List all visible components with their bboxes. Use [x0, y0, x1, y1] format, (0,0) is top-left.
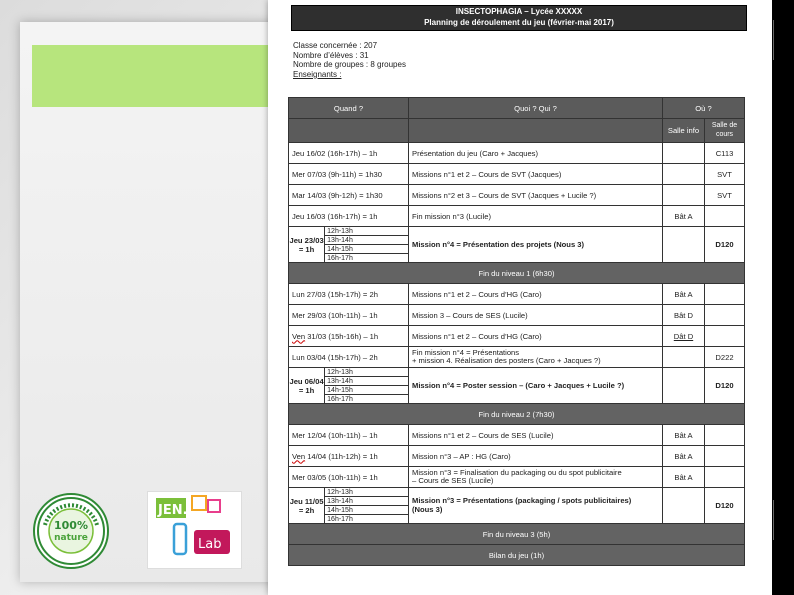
cell-salle-cours: C113	[705, 143, 745, 164]
duration-label: = 1h	[298, 385, 315, 395]
info-class: Classe concernée : 207	[293, 41, 378, 50]
table-row	[289, 305, 745, 326]
cell-quoi: Mission n°3 – AP : HG (Caro)	[409, 446, 663, 467]
svg-text:Lab: Lab	[198, 537, 222, 552]
cell-salle-info: Bât D	[663, 305, 705, 326]
cell-salle-cours: SVT	[705, 164, 745, 185]
cell-salle-cours: D120	[705, 368, 745, 404]
cell-quoi: Missions n°2 et 3 – Cours de SVT (Jacques + Lucile ?)	[409, 185, 663, 206]
cell-quoi: Missions n°1 et 2 – Cours d’HG (Caro)	[409, 326, 663, 347]
time-slot: 13h-14h	[325, 497, 408, 506]
table-row	[289, 164, 745, 185]
table-row	[289, 143, 745, 164]
cell-quoi: Mission n°4 = Poster session – (Caro + Jacques + Lucile ?)	[409, 368, 663, 404]
info-students: Nombre d’élèves : 31	[293, 50, 369, 60]
cell-quand	[289, 326, 409, 347]
table-row	[289, 446, 745, 467]
info-groups: Nombre de groupes : 8 groupes	[293, 60, 406, 70]
time-slots	[324, 227, 408, 262]
svg-text:nature: nature	[54, 533, 88, 543]
cell-quand: Mar 14/03 (9h-12h) = 1h30	[289, 185, 409, 206]
time-slots	[324, 488, 408, 523]
date-label: Jeu 06/04	[289, 376, 324, 386]
level-band	[289, 263, 745, 284]
title-accent-bar	[32, 45, 270, 107]
cell-quoi	[409, 488, 663, 524]
cell-salle-info: Bât A	[663, 446, 705, 467]
level-band	[289, 524, 745, 545]
cell-quoi: Présentation du jeu (Caro + Jacques)	[409, 143, 663, 164]
cell-salle-cours	[705, 284, 745, 305]
cell-quand	[289, 227, 409, 263]
date-label: Jeu 11/05	[289, 496, 324, 506]
cell-quand: Mer 03/05 (10h-11h) = 1h	[289, 467, 409, 488]
cell-salle-info	[663, 143, 705, 164]
table-row	[289, 326, 745, 347]
cell-salle-info: Bât A	[663, 284, 705, 305]
cell-quand: Jeu 16/03 (16h-17h) = 1h	[289, 206, 409, 227]
cell-salle-info	[663, 185, 705, 206]
cell-quoi: Mission n°4 = Présentation des projets (Nous 3)	[409, 227, 663, 263]
cell-quand	[289, 368, 409, 404]
header-row	[289, 98, 745, 119]
document-subtitle: Planning de déroulement du jeu (février-mai 2017)	[424, 18, 614, 27]
document-header	[291, 5, 747, 31]
cell-salle-info: Bât A	[663, 206, 705, 227]
day-label: Ven	[292, 451, 306, 461]
cell-salle-cours: SVT	[705, 185, 745, 206]
time-slot: 14h-15h	[325, 245, 408, 254]
table-row	[289, 488, 745, 524]
cell-quoi: Missions n°1 et 2 – Cours d’HG (Caro)	[409, 284, 663, 305]
col-quoi: Quoi ? Qui ?	[409, 98, 663, 119]
cell-salle-info: Bât A	[663, 425, 705, 446]
cell-quoi-line: – Cours de SES (Lucile)	[412, 476, 494, 485]
cell-salle-info: Bât A	[663, 467, 705, 488]
col-quand: Quand ?	[289, 98, 409, 119]
cell-salle-info	[663, 164, 705, 185]
edge-marker	[773, 20, 774, 60]
level-band	[289, 404, 745, 425]
svg-text:100%: 100%	[54, 519, 88, 532]
cell-quoi-line: Mission n°3 = Finalisation du packaging ou du spot publicitaire	[412, 467, 622, 477]
time-slot: 12h-13h	[325, 227, 408, 236]
cell-quoi	[409, 467, 663, 488]
document-title: INSECTOPHAGIA – Lycée XXXXX	[455, 7, 583, 16]
col-ou: Où ?	[663, 98, 745, 119]
cell-quand: Lun 27/03 (15h-17h) = 2h	[289, 284, 409, 305]
time-slot: 14h-15h	[325, 506, 408, 515]
cell-salle-cours	[705, 206, 745, 227]
cell-quoi-line: (Nous 3)	[412, 504, 443, 514]
cell-salle-cours	[705, 446, 745, 467]
table-row	[289, 347, 745, 368]
cell-salle-info	[663, 347, 705, 368]
time-slots	[324, 368, 408, 403]
time-slot: 12h-13h	[325, 488, 408, 497]
col-salle-cours: Salle de cours	[705, 119, 745, 143]
band-label: Bilan du jeu (1h)	[289, 545, 745, 566]
info-teachers: Enseignants :	[293, 69, 342, 79]
time-slot: 12h-13h	[325, 368, 408, 377]
table-row	[289, 227, 745, 263]
table-row	[289, 284, 745, 305]
table-row	[289, 185, 745, 206]
table-row	[289, 368, 745, 404]
schedule-document	[268, 0, 772, 595]
cell-quand: Jeu 16/02 (16h-17h) – 1h	[289, 143, 409, 164]
day-label: Ven	[292, 331, 306, 341]
time-slot: 16h-17h	[327, 254, 353, 262]
cell-salle-info	[663, 488, 705, 524]
subheader-row	[289, 119, 745, 143]
cell-quand: Mer 12/04 (10h-11h) – 1h	[289, 425, 409, 446]
cell-quand	[289, 446, 409, 467]
jen-lab-logo	[147, 491, 242, 569]
date-label: Jeu 23/03	[289, 235, 324, 245]
cell-salle-info	[663, 368, 705, 404]
class-info	[293, 41, 406, 79]
cell-salle-info	[663, 227, 705, 263]
cell-salle-cours: D222	[705, 347, 745, 368]
cell-quoi: Fin mission n°3 (Lucile)	[409, 206, 663, 227]
cell-quoi: Missions n°1 et 2 – Cours de SVT (Jacques)	[409, 164, 663, 185]
cell-quand: Lun 03/04 (15h-17h) – 2h	[289, 347, 409, 368]
cell-quand: Mer 29/03 (10h-11h) – 1h	[289, 305, 409, 326]
time-slot: 16h-17h	[327, 515, 353, 523]
cell-quand	[289, 488, 409, 524]
band-label: Fin du niveau 2 (7h30)	[289, 404, 745, 425]
cell-salle-cours	[705, 467, 745, 488]
duration-label: = 2h	[298, 505, 315, 515]
time-slot: 13h-14h	[325, 236, 408, 245]
col-salle-info: Salle info	[663, 119, 705, 143]
table-row	[289, 425, 745, 446]
enseignement-agricole-logo	[33, 493, 109, 569]
cell-salle-cours	[705, 425, 745, 446]
edge-marker	[773, 500, 774, 540]
cell-quand: Mer 07/03 (9h-11h) = 1h30	[289, 164, 409, 185]
cell-salle-cours: D120	[705, 488, 745, 524]
band-label: Fin du niveau 1 (6h30)	[289, 263, 745, 284]
cell-quoi	[409, 347, 663, 368]
time-slot: 14h-15h	[325, 386, 408, 395]
schedule-table	[288, 97, 745, 566]
time-slot: 13h-14h	[325, 377, 408, 386]
band-label: Fin du niveau 3 (5h)	[289, 524, 745, 545]
cell-salle-cours	[705, 305, 745, 326]
cell-salle-cours: D120	[705, 227, 745, 263]
duration-label: = 1h	[298, 244, 315, 254]
svg-text:JEN.: JEN.	[158, 503, 188, 518]
table-row	[289, 206, 745, 227]
cell-quoi: Missions n°1 et 2 – Cours de SES (Lucile)	[409, 425, 663, 446]
cell-quoi-line: + mission 4. Réalisation des posters (Caro + Jacques ?)	[412, 356, 601, 365]
cell-quoi-line: Mission n°3 = Présentations (packaging / spots publicitaires)	[412, 496, 632, 505]
cell-quoi: Mission 3 – Cours de SES (Lucile)	[409, 305, 663, 326]
level-band	[289, 545, 745, 566]
table-row	[289, 467, 745, 488]
cell-salle-info: Dât D	[663, 326, 705, 347]
date-label: 14/04 (11h-12h) = 1h	[305, 451, 378, 461]
date-label: 31/03 (15h-16h) – 1h	[305, 331, 379, 341]
cell-salle-cours	[705, 326, 745, 347]
time-slot: 16h-17h	[327, 395, 353, 403]
cell-quoi-line: Fin mission n°4 = Présentations	[412, 347, 520, 357]
